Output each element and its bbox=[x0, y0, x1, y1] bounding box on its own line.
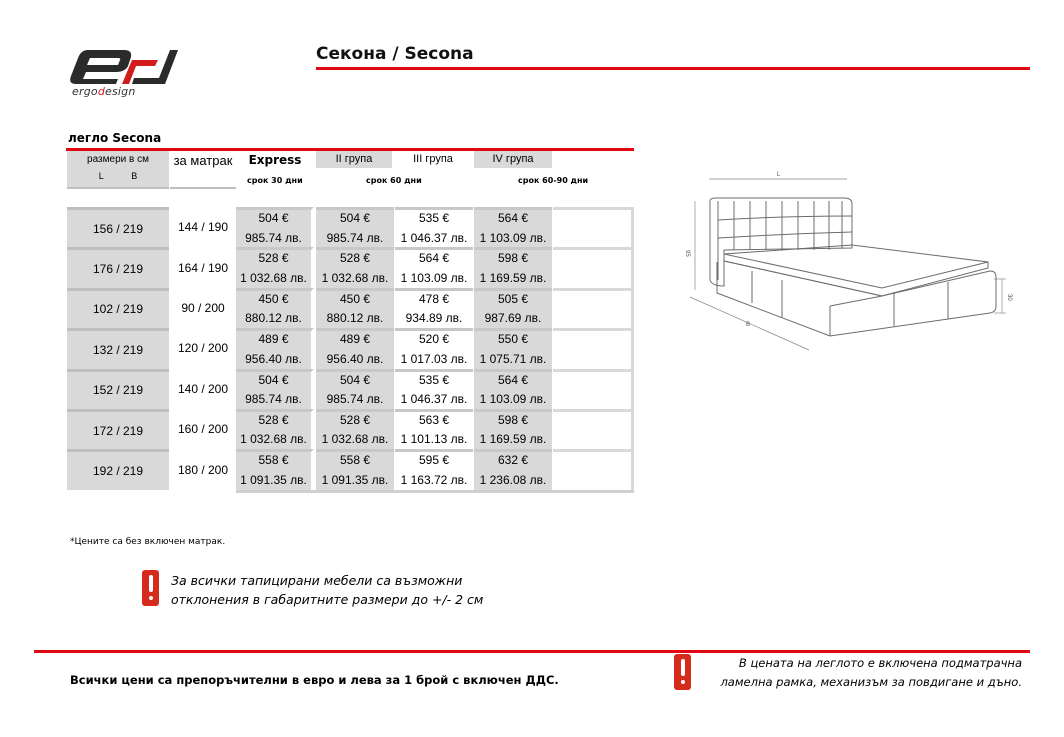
price-express bbox=[236, 409, 314, 449]
cell-bed-size: 102 / 219 bbox=[67, 288, 169, 328]
cell-mattress-size: 164 / 190 bbox=[170, 247, 236, 287]
price-bgn: 987.69 лв. bbox=[484, 311, 542, 326]
dimension-l-label: L bbox=[777, 172, 781, 178]
price-eur: 558 € bbox=[339, 453, 371, 468]
tolerance-warning-line-1: За всички тапицирани мебели са възможни bbox=[171, 573, 463, 588]
price-eur: 504 € bbox=[339, 372, 371, 387]
price-bgn: 985.74 лв. bbox=[245, 392, 302, 407]
price-eur: 550 € bbox=[497, 332, 529, 347]
table-row bbox=[67, 449, 634, 489]
logo-wordmark: ergodesign bbox=[72, 85, 136, 98]
table-row bbox=[67, 288, 634, 328]
price-group-3 bbox=[395, 409, 473, 449]
price-bgn: 1 017.03 лв. bbox=[400, 351, 468, 366]
term-express: срок 30 дни bbox=[247, 176, 303, 185]
table-row bbox=[67, 328, 634, 368]
tolerance-warning-line-2: отклонения в габаритните размери до +/- 2 см bbox=[171, 592, 484, 607]
price-group-4 bbox=[474, 409, 552, 449]
price-eur: 598 € bbox=[497, 251, 529, 266]
price-group-2 bbox=[316, 328, 394, 368]
cell-bed-size: 152 / 219 bbox=[67, 369, 169, 409]
header-sizes-label: размери в см bbox=[87, 154, 149, 165]
cell-empty bbox=[553, 409, 634, 449]
price-eur: 528 € bbox=[258, 412, 289, 427]
header-size-b: B bbox=[131, 171, 138, 181]
price-bgn: 1 103.09 лв. bbox=[400, 270, 468, 285]
price-eur: 528 € bbox=[339, 412, 371, 427]
price-eur: 504 € bbox=[339, 211, 371, 225]
price-bgn: 985.74 лв. bbox=[326, 230, 384, 245]
header-group-2: II група bbox=[316, 151, 392, 168]
price-eur: 535 € bbox=[418, 372, 450, 387]
warning-icon bbox=[674, 654, 691, 690]
cell-empty bbox=[553, 288, 634, 328]
included-items-note bbox=[708, 654, 1022, 692]
dimension-height-label: 95 bbox=[684, 250, 690, 257]
price-bgn: 1 101.13 лв. bbox=[400, 432, 468, 447]
price-group-4 bbox=[474, 207, 552, 247]
price-group-3 bbox=[395, 207, 473, 247]
price-group-3 bbox=[395, 247, 473, 287]
price-express bbox=[236, 328, 314, 368]
header-group-4: IV група bbox=[474, 151, 552, 168]
price-express bbox=[236, 288, 314, 328]
cell-bed-size: 176 / 219 bbox=[67, 247, 169, 287]
cell-mattress-size: 180 / 200 bbox=[170, 449, 236, 489]
header-size-l: L bbox=[98, 171, 104, 181]
price-eur: 563 € bbox=[418, 412, 450, 427]
dimension-base-label: 30 bbox=[1006, 294, 1012, 301]
included-items-line-2: ламелна рамка, механизъм за повдигане и дъно. bbox=[720, 675, 1022, 689]
title-divider bbox=[316, 67, 1030, 70]
price-bgn: 1 163.72 лв. bbox=[400, 472, 468, 487]
product-label: легло Secona bbox=[68, 131, 162, 145]
price-bgn: 1 091.35 лв. bbox=[240, 472, 307, 487]
price-bgn: 1 103.09 лв. bbox=[479, 392, 547, 407]
cell-empty bbox=[553, 207, 634, 247]
price-eur: 478 € bbox=[418, 291, 450, 306]
price-bgn: 1 103.09 лв. bbox=[479, 230, 547, 245]
price-eur: 558 € bbox=[258, 453, 289, 468]
header-mattress: за матрак bbox=[170, 151, 236, 189]
price-eur: 564 € bbox=[418, 251, 450, 266]
price-bgn: 880.12 лв. bbox=[326, 311, 384, 326]
price-group-3 bbox=[395, 288, 473, 328]
price-eur: 528 € bbox=[258, 251, 289, 266]
cell-empty bbox=[553, 369, 634, 409]
cell-empty bbox=[553, 328, 634, 368]
table-row bbox=[67, 369, 634, 409]
cell-mattress-size: 160 / 200 bbox=[170, 409, 236, 449]
dimension-b-label: B bbox=[746, 322, 751, 328]
price-group-2 bbox=[316, 409, 394, 449]
price-express bbox=[236, 449, 314, 489]
price-eur: 520 € bbox=[418, 332, 450, 347]
price-bgn: 985.74 лв. bbox=[245, 230, 302, 245]
price-bgn: 956.40 лв. bbox=[245, 351, 302, 366]
price-express bbox=[236, 247, 314, 287]
table-bottom-border bbox=[236, 490, 634, 493]
price-bgn: 985.74 лв. bbox=[326, 392, 384, 407]
price-bgn: 880.12 лв. bbox=[245, 311, 302, 326]
warning-icon bbox=[142, 570, 159, 606]
price-group-4 bbox=[474, 288, 552, 328]
footer-divider bbox=[34, 650, 1030, 653]
price-bgn: 1 046.37 лв. bbox=[400, 230, 468, 245]
price-eur: 632 € bbox=[497, 453, 529, 468]
price-group-4 bbox=[474, 369, 552, 409]
price-express bbox=[236, 207, 314, 247]
price-note: *Цените са без включен матрак. bbox=[70, 537, 226, 547]
cell-bed-size: 156 / 219 bbox=[67, 207, 169, 247]
cell-mattress-size: 90 / 200 bbox=[170, 288, 236, 328]
term-60-90-days: срок 60-90 дни bbox=[518, 176, 589, 185]
price-eur: 489 € bbox=[258, 332, 289, 347]
price-group-2 bbox=[316, 288, 394, 328]
table-row bbox=[67, 409, 634, 449]
cell-empty bbox=[553, 247, 634, 287]
header-group-3: III група bbox=[413, 153, 453, 165]
price-eur: 504 € bbox=[258, 372, 289, 387]
price-eur: 564 € bbox=[497, 211, 529, 225]
cell-bed-size: 172 / 219 bbox=[67, 409, 169, 449]
price-group-2 bbox=[316, 207, 394, 247]
tolerance-warning bbox=[171, 571, 483, 609]
price-bgn: 1 075.71 лв. bbox=[479, 351, 547, 366]
price-eur: 535 € bbox=[418, 211, 450, 225]
price-eur: 489 € bbox=[339, 332, 371, 347]
price-express bbox=[236, 369, 314, 409]
price-bgn: 1 169.59 лв. bbox=[479, 270, 547, 285]
price-group-2 bbox=[316, 449, 394, 489]
price-group-3 bbox=[395, 369, 473, 409]
header-express: Express bbox=[248, 153, 302, 167]
price-group-2 bbox=[316, 369, 394, 409]
price-bgn: 934.89 лв. bbox=[405, 311, 463, 326]
price-group-2 bbox=[316, 247, 394, 287]
bed-base bbox=[717, 261, 996, 336]
price-bgn: 1 236.08 лв. bbox=[479, 472, 547, 487]
price-group-4 bbox=[474, 449, 552, 489]
price-group-4 bbox=[474, 328, 552, 368]
price-bgn: 956.40 лв. bbox=[326, 351, 384, 366]
cell-bed-size: 192 / 219 bbox=[67, 449, 169, 489]
price-eur: 564 € bbox=[497, 372, 529, 387]
price-eur: 504 € bbox=[258, 211, 289, 225]
price-table bbox=[67, 207, 634, 490]
bed-drawing bbox=[672, 168, 1022, 358]
price-eur: 450 € bbox=[339, 291, 371, 306]
cell-mattress-size: 140 / 200 bbox=[170, 369, 236, 409]
price-bgn: 1 032.68 лв. bbox=[240, 432, 307, 447]
price-group-4 bbox=[474, 247, 552, 287]
price-group-3 bbox=[395, 328, 473, 368]
price-eur: 505 € bbox=[497, 291, 529, 306]
header-sizes bbox=[67, 151, 169, 189]
price-bgn: 1 032.68 лв. bbox=[321, 270, 389, 285]
cell-mattress-size: 144 / 190 bbox=[170, 207, 236, 247]
price-eur: 450 € bbox=[258, 291, 289, 306]
headboard bbox=[710, 198, 852, 286]
cell-bed-size: 132 / 219 bbox=[67, 328, 169, 368]
price-eur: 598 € bbox=[497, 412, 529, 427]
price-group-3 bbox=[395, 449, 473, 489]
footer-vat-note: Всички цени са препоръчителни в евро и лева за 1 брой с включен ДДС. bbox=[70, 673, 559, 687]
price-bgn: 1 032.68 лв. bbox=[240, 270, 307, 285]
term-60-days: срок 60 дни bbox=[366, 176, 422, 185]
dimension-lines bbox=[690, 179, 1006, 350]
price-bgn: 1 046.37 лв. bbox=[400, 392, 468, 407]
price-eur: 528 € bbox=[339, 251, 371, 266]
cell-mattress-size: 120 / 200 bbox=[170, 328, 236, 368]
price-eur: 595 € bbox=[418, 453, 450, 468]
table-row bbox=[67, 207, 634, 247]
price-bgn: 1 032.68 лв. bbox=[321, 432, 389, 447]
included-items-line-1: В цената на леглото е включена подматрачна bbox=[738, 656, 1022, 670]
cell-empty bbox=[553, 449, 634, 489]
table-row bbox=[67, 247, 634, 287]
page-title: Секона / Secona bbox=[316, 44, 474, 64]
price-bgn: 1 091.35 лв. bbox=[321, 472, 389, 487]
price-bgn: 1 169.59 лв. bbox=[479, 432, 547, 447]
